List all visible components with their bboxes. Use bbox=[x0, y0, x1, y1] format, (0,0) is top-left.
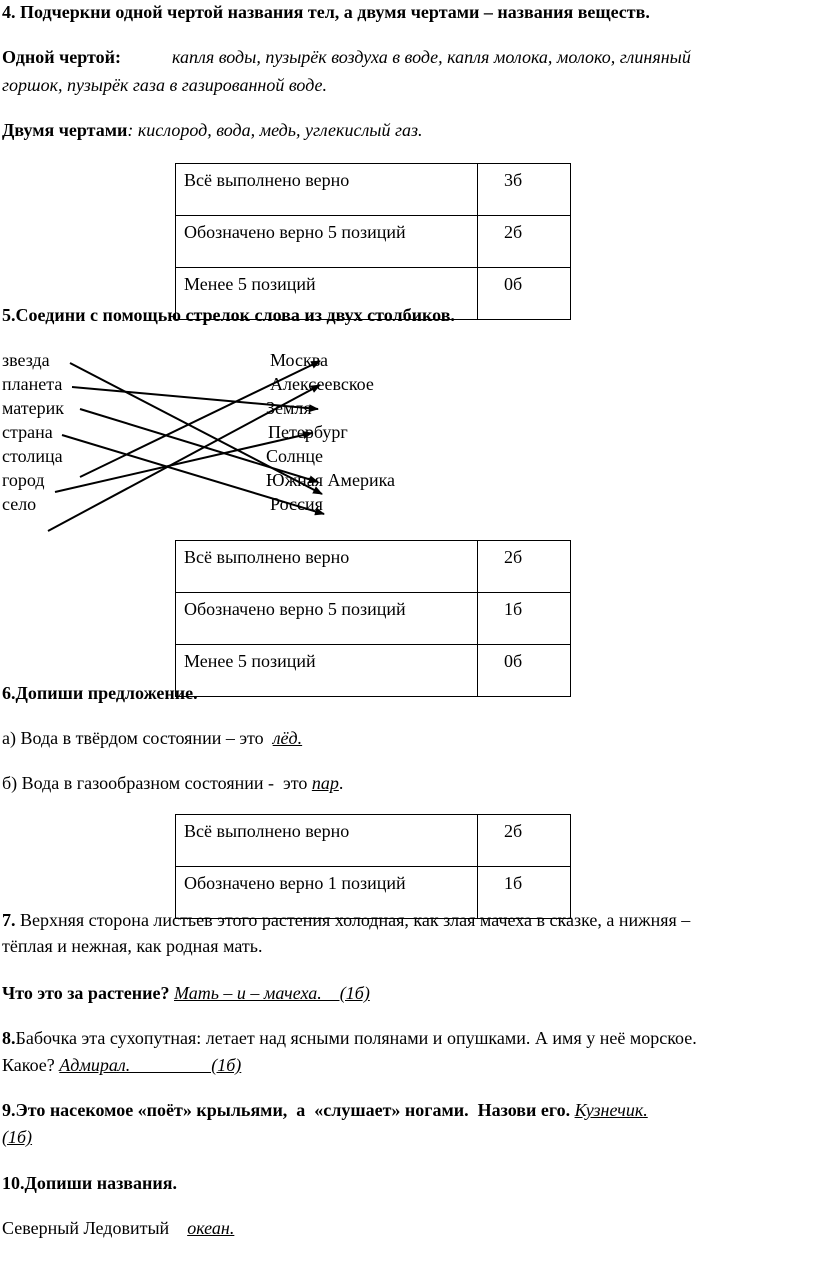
points-cell: 1б bbox=[478, 593, 571, 645]
task7-question: Что это за растение? bbox=[2, 983, 174, 1003]
table-row bbox=[176, 593, 571, 645]
one-line-items-cont: горшок, пузырёк газа в газированной воде. bbox=[2, 75, 328, 95]
task10-title: 10.Допиши названия. bbox=[2, 1173, 177, 1193]
one-line-items: капля воды, пузырёк воздуха в воде, капля молока, молоко, глиняный bbox=[172, 47, 691, 67]
criteria-cell: Обозначено верно 5 позиций bbox=[176, 593, 478, 645]
task9-line1 bbox=[2, 1100, 648, 1121]
right-word: Россия bbox=[270, 494, 323, 514]
task6-b-text: б) Вода в газообразном состоянии - это bbox=[2, 773, 312, 793]
criteria-cell: Всё выполнено верно bbox=[176, 164, 478, 216]
right-word: Алексеевское bbox=[270, 374, 374, 394]
criteria-cell: Всё выполнено верно bbox=[176, 541, 478, 593]
score-table-task5 bbox=[175, 540, 571, 697]
points-cell: 3б bbox=[478, 164, 571, 216]
task9-score: (1б) bbox=[2, 1127, 33, 1147]
right-word: Солнце bbox=[266, 446, 324, 466]
criteria-cell: Всё выполнено верно bbox=[176, 815, 478, 867]
task10-line bbox=[2, 1218, 234, 1239]
task7-line2: тёплая и нежная, как родная мать. bbox=[2, 936, 263, 956]
task8-question: Какое? bbox=[2, 1055, 60, 1075]
criteria-cell: Обозначено верно 1 позиций bbox=[176, 867, 478, 919]
task10-text: Северный Ледовитый bbox=[2, 1218, 188, 1238]
task6-b-answer: пар bbox=[311, 773, 339, 793]
left-word: материк bbox=[2, 398, 65, 418]
task7-number: 7. bbox=[2, 910, 16, 930]
task7-answer: Мать – и – мачеха. (1б) bbox=[174, 983, 370, 1003]
task7-question-line bbox=[2, 983, 370, 1004]
points-cell: 0б bbox=[478, 645, 571, 697]
task6-title: 6.Допиши предложение. bbox=[2, 683, 198, 703]
arrow-zvezda-solntse bbox=[70, 363, 322, 494]
right-word: Москва bbox=[270, 350, 328, 370]
task7-text: Верхняя сторона листьев этого растения холодная, как злая мачеха в сказке, а нижняя – bbox=[15, 910, 691, 930]
task8-line2 bbox=[2, 1055, 241, 1076]
table-row bbox=[176, 645, 571, 697]
task9-answer: Кузнечик. bbox=[574, 1100, 648, 1120]
two-line-items: : кислород, вода, медь, углекислый газ. bbox=[127, 120, 423, 140]
left-word: планета bbox=[2, 374, 63, 394]
task6-b bbox=[2, 773, 343, 794]
points-cell: 2б bbox=[478, 216, 571, 268]
left-word: страна bbox=[2, 422, 53, 442]
task6-a-text: а) Вода в твёрдом состоянии – это bbox=[2, 728, 273, 748]
points-cell: 2б bbox=[478, 815, 571, 867]
two-line-label: Двумя чертами bbox=[2, 120, 128, 140]
points-cell: 0б bbox=[478, 268, 571, 320]
points-cell: 1б bbox=[478, 867, 571, 919]
task6-b-end: . bbox=[338, 773, 344, 793]
task4-title: 4. Подчеркни одной чертой названия тел, а двумя чертами – названия веществ. bbox=[2, 2, 650, 22]
task5-title: 5.Соедини с помощью стрелок слова из двух столбиков. bbox=[2, 305, 455, 325]
one-line-label: Одной чертой: bbox=[2, 47, 121, 67]
task8-line1 bbox=[2, 1028, 697, 1049]
arrow-selo-alekseevskoe bbox=[48, 385, 320, 531]
task9-text: 9.Это насекомое «поёт» крыльями, а «слушает» ногами. Назови его. bbox=[2, 1100, 575, 1120]
arrow-gorod-peterburg bbox=[55, 433, 312, 492]
criteria-cell: Менее 5 позиций bbox=[176, 645, 478, 697]
table-row bbox=[176, 815, 571, 867]
task10-answer: океан. bbox=[187, 1218, 235, 1238]
task7-line1 bbox=[2, 910, 690, 931]
right-word: Земля bbox=[266, 398, 312, 418]
task6-a-answer: лёд. bbox=[272, 728, 303, 748]
task6-a bbox=[2, 728, 302, 749]
left-word: звезда bbox=[2, 350, 50, 370]
left-word: столица bbox=[2, 446, 63, 466]
table-row bbox=[176, 541, 571, 593]
points-cell: 2б bbox=[478, 541, 571, 593]
criteria-cell: Обозначено верно 5 позиций bbox=[176, 216, 478, 268]
task8-answer: Адмирал. (1б) bbox=[59, 1055, 242, 1075]
left-word: село bbox=[2, 494, 37, 514]
task8-text: Бабочка эта сухопутная: летает над ясными полянами и опушками. А имя у неё морское. bbox=[15, 1028, 697, 1048]
left-word: город bbox=[2, 470, 45, 490]
right-word: Петербург bbox=[268, 422, 348, 442]
criteria-cell: Менее 5 позиций bbox=[176, 268, 478, 320]
task8-number: 8. bbox=[2, 1028, 16, 1048]
right-word: Южная Америка bbox=[266, 470, 396, 490]
score-table-task6 bbox=[175, 814, 571, 919]
